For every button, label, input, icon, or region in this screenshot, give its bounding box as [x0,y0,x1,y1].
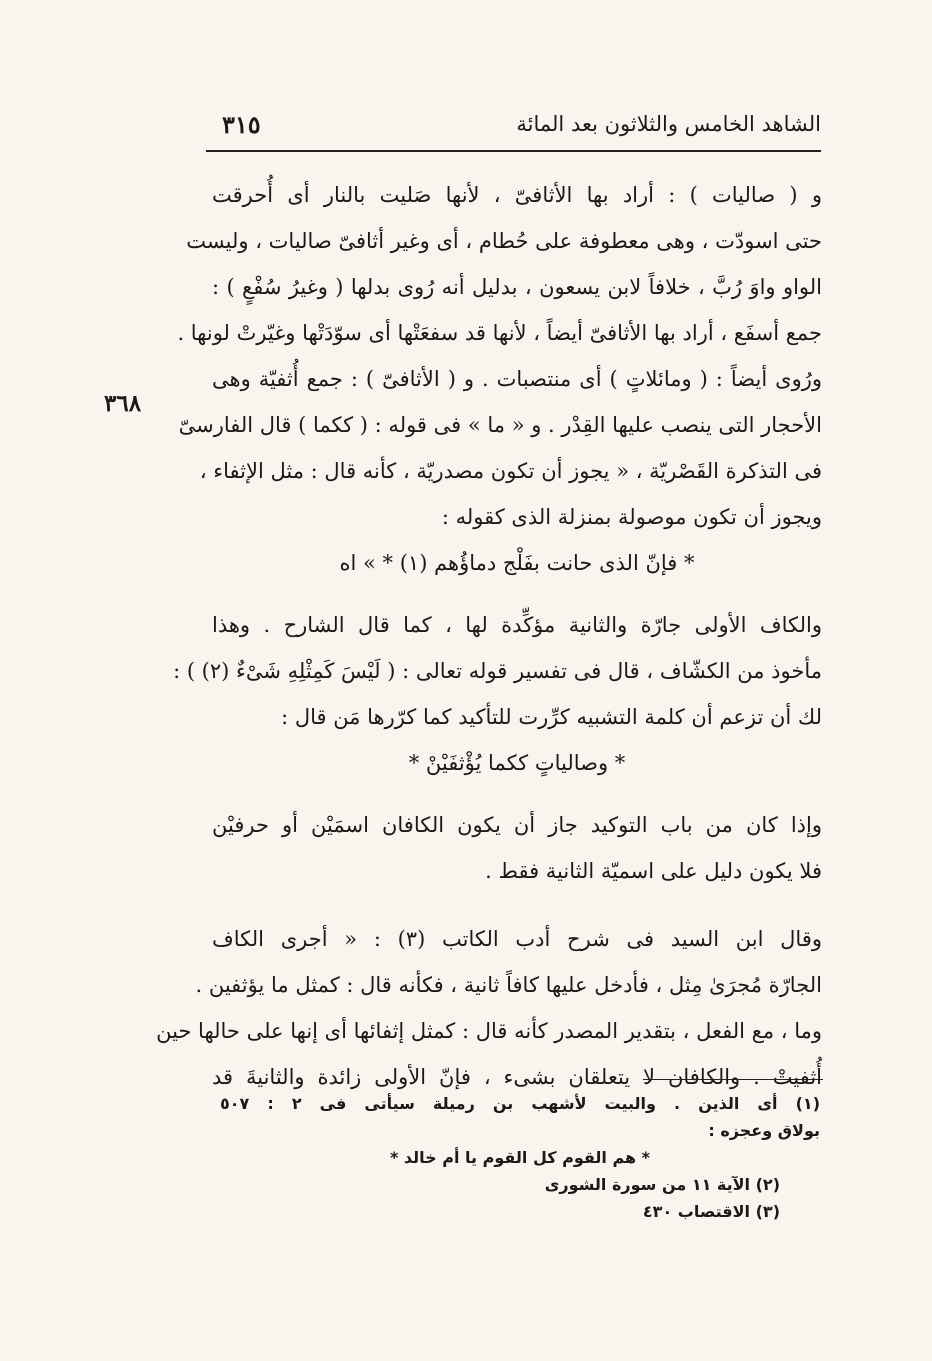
text-line: فى التذكرة القَصْريّة ، « يجوز أن تكون مصدريّة ، كأنه قال : مثل الإثفاء ، [199,459,822,483]
text-line: ويجوز أن تكون موصولة بمنزلة الذى كقوله : [441,505,822,529]
text-line: جمع أسفَع ، أراد بها الأثافىّ أيضاً ، لأنها قد سفعَتْها أى سوّدَتْها وغيّرتْ لونها . [177,321,822,345]
text-line: الأحجار التى ينصب عليها القِدْر . و « ما » فى قوله : ( ككما ) قال الفارسىّ [178,413,822,437]
text-line: أُثفيتْ . والكافان لا يتعلقان بشىء ، فإنّ الأولى زائدة والثانيةَ قد [212,1065,822,1089]
text-line: مأخوذ من الكشّاف ، قال فى تفسير قوله تعالى : ( لَيْسَ كَمِثْلِهِ شَىْءٌ (٢) ) : [173,659,822,683]
text-line: ورُوى أيضاً : ( ومائلاتٍ ) أى منتصبات . و ( الأثافىّ ) : جمع أُثفيّة وهى [212,367,822,391]
text-line: وإذا كان من باب التوكيد جاز أن يكون الكافان اسمَيْن أو حرفيْن [212,813,822,837]
running-title: الشاهد الخامس والثلاثون بعد المائة [516,112,821,136]
margin-reference-number: ٣٦٨ [104,390,142,417]
main-text [156,172,822,1100]
text-line: فلا يكون دليل على اسميّة الثانية فقط . [485,859,822,883]
page-number: ٣١٥ [222,110,261,139]
text-line: و ( صاليات ) : أراد بها الأثافىّ ، لأنها صَليت بالنار أى أُحرقت [212,183,822,207]
text-line: وقال ابن السيد فى شرح أدب الكاتب (٣) : « أجرى الكاف [212,927,822,951]
verse-line: * وصالياتٍ ككما يُؤْثفَيْنْ * [408,751,626,775]
text-line: حتى اسودّت ، وهى معطوفة على حُطام ، أى وغير أثافىّ صاليات ، وليست [186,229,822,253]
footnote-line: بولاق وعجزه : [708,1121,820,1140]
footnote-divider [643,1079,823,1080]
footnote-line: (٣) الاقتصاب ٤٣٠ [642,1202,780,1221]
footnote-line: (١) أى الذين . والبيت لأشهب بن رميلة سيأتى فى ٢ : ٥٠٧ [220,1094,820,1113]
text-line: الواو واوَ رُبَّ ، خلافاً لابن يسعون ، بدليل أنه رُوى بدلها ( وغيرُ سُفْعٍ ) : [212,275,822,299]
text-line: لك أن تزعم أن كلمة التشبيه كرِّرت للتأكيد كما كرّرها مَن قال : [281,705,822,729]
text-line: وما ، مع الفعل ، بتقدير المصدر كأنه قال : كمثل إثفائها أى إنها على حالها حين [156,1019,822,1043]
text-line: والكاف الأولى جارّة والثانية مؤكِّدة لها ، كما قال الشارح . وهذا [212,613,822,637]
footnote-verse: * هم القوم كل القوم يا أم خالد * [389,1148,651,1167]
page-header [206,104,821,152]
verse-line: * فإنّ الذى حانت بفَلْج دماؤُهم (١) * » اه [339,551,695,575]
text-line: الجارّة مُجرَىٰ مِثل ، فأدخل عليها كافاً ثانية ، فكأنه قال : كمثل ما يؤثفين . [195,973,822,997]
footnote-line: (٢) الآية ١١ من سورة الشورى [544,1175,780,1194]
footnotes [220,1090,820,1225]
